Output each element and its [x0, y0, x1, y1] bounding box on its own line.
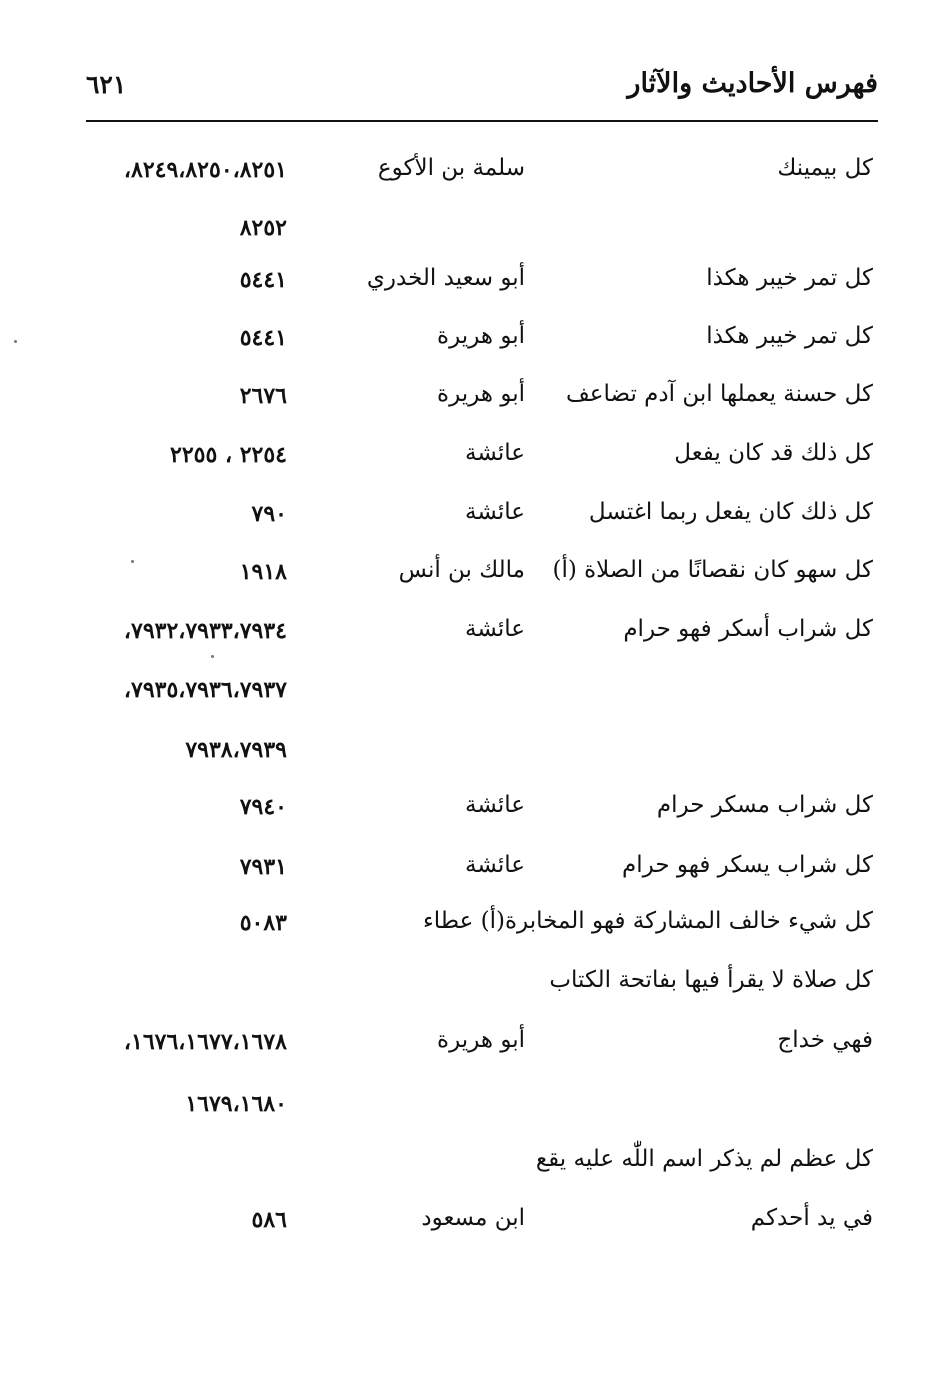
- narrator-name: أبو هريرة: [437, 381, 525, 407]
- hadith-numbers: ١٦٧٩،١٦٨٠: [185, 1091, 287, 1117]
- index-row: [0, 155, 930, 195]
- hadith-numbers: ٧٩٤٠: [239, 794, 287, 820]
- hadith-text: كل شيء خالف المشاركة فهو المخابرة(أ) عطاء: [422, 908, 873, 934]
- index-row: [0, 1205, 930, 1245]
- hadith-text: كل ذلك كان يفعل ربما اغتسل: [588, 499, 873, 525]
- narrator-name: ابن مسعود: [421, 1205, 525, 1231]
- index-row: [0, 323, 930, 363]
- hadith-text: كل صلاة لا يقرأ فيها بفاتحة الكتاب: [549, 967, 873, 993]
- hadith-text: كل عظم لم يذكر اسم اللّٰه عليه يقع: [535, 1146, 873, 1172]
- index-row: [0, 852, 930, 892]
- index-row: [0, 735, 930, 775]
- hadith-numbers: ١٩١٨: [239, 559, 287, 585]
- hadith-text: كل شراب أسكر فهو حرام: [623, 616, 873, 642]
- index-row: [0, 792, 930, 832]
- hadith-numbers: ٢٦٧٦: [239, 383, 287, 409]
- hadith-numbers: ٥٠٨٣: [239, 910, 287, 936]
- hadith-numbers: ٢٢٥٤ ، ٢٢٥٥: [170, 442, 287, 468]
- narrator-name: سلمة بن الأكوع: [377, 155, 525, 181]
- narrator-name: أبو هريرة: [437, 1027, 525, 1053]
- index-row: [0, 557, 930, 597]
- hadith-numbers: ٨٢٥٢: [239, 215, 287, 241]
- hadith-numbers: ٧٩٠: [251, 501, 287, 527]
- hadith-text: كل بيمينك: [777, 155, 873, 181]
- index-row: [0, 1027, 930, 1067]
- hadith-numbers: ٧٩٣٨،٧٩٣٩: [185, 737, 287, 763]
- index-row: [0, 440, 930, 480]
- hadith-text: فهي خداج: [777, 1027, 873, 1053]
- narrator-name: عائشة: [465, 616, 525, 642]
- index-row: [0, 1089, 930, 1129]
- hadith-numbers: ٨٢٤٩،٨٢٥٠،٨٢٥١،: [123, 157, 287, 183]
- index-row: [0, 675, 930, 715]
- hadith-text: كل حسنة يعملها ابن آدم تضاعف: [565, 381, 873, 407]
- hadith-numbers: ٥٨٦: [251, 1207, 287, 1233]
- hadith-numbers: ١٦٧٦،١٦٧٧،١٦٧٨،: [123, 1029, 287, 1055]
- page-title: فهرس الأحاديث والآثار: [627, 68, 878, 99]
- hadith-text: كل سهو كان نقصانًا من الصلاة (أ): [552, 557, 873, 583]
- narrator-name: أبو سعيد الخدري: [366, 265, 525, 291]
- narrator-name: عائشة: [465, 499, 525, 525]
- index-row: [0, 213, 930, 253]
- index-row: [0, 616, 930, 656]
- hadith-text: كل شراب مسكر حرام: [656, 792, 873, 818]
- index-row: [0, 381, 930, 421]
- hadith-text: في يد أحدكم: [750, 1205, 873, 1231]
- index-row: [0, 1146, 930, 1186]
- hadith-text: كل شراب يسكر فهو حرام: [622, 852, 873, 878]
- narrator-name: عائشة: [465, 852, 525, 878]
- narrator-name: مالك بن أنس: [398, 557, 525, 583]
- hadith-numbers: ٥٤٤١: [239, 325, 287, 351]
- page-number: ٦٢١: [86, 70, 127, 99]
- narrator-name: عائشة: [465, 440, 525, 466]
- narrator-name: عائشة: [465, 792, 525, 818]
- narrator-name: أبو هريرة: [437, 323, 525, 349]
- index-row: [0, 908, 930, 948]
- hadith-numbers: ٧٩٣٥،٧٩٣٦،٧٩٣٧،: [123, 677, 287, 703]
- hadith-text: كل تمر خيبر هكذا: [706, 265, 873, 291]
- hadith-text: كل ذلك قد كان يفعل: [674, 440, 873, 466]
- index-row: [0, 967, 930, 1007]
- index-row: [0, 499, 930, 539]
- hadith-numbers: ٥٤٤١: [239, 267, 287, 293]
- header-rule: [86, 120, 878, 122]
- hadith-numbers: ٧٩٣٢،٧٩٣٣،٧٩٣٤،: [123, 618, 287, 644]
- hadith-text: كل تمر خيبر هكذا: [706, 323, 873, 349]
- hadith-numbers: ٧٩٣١: [239, 854, 287, 880]
- index-row: [0, 265, 930, 305]
